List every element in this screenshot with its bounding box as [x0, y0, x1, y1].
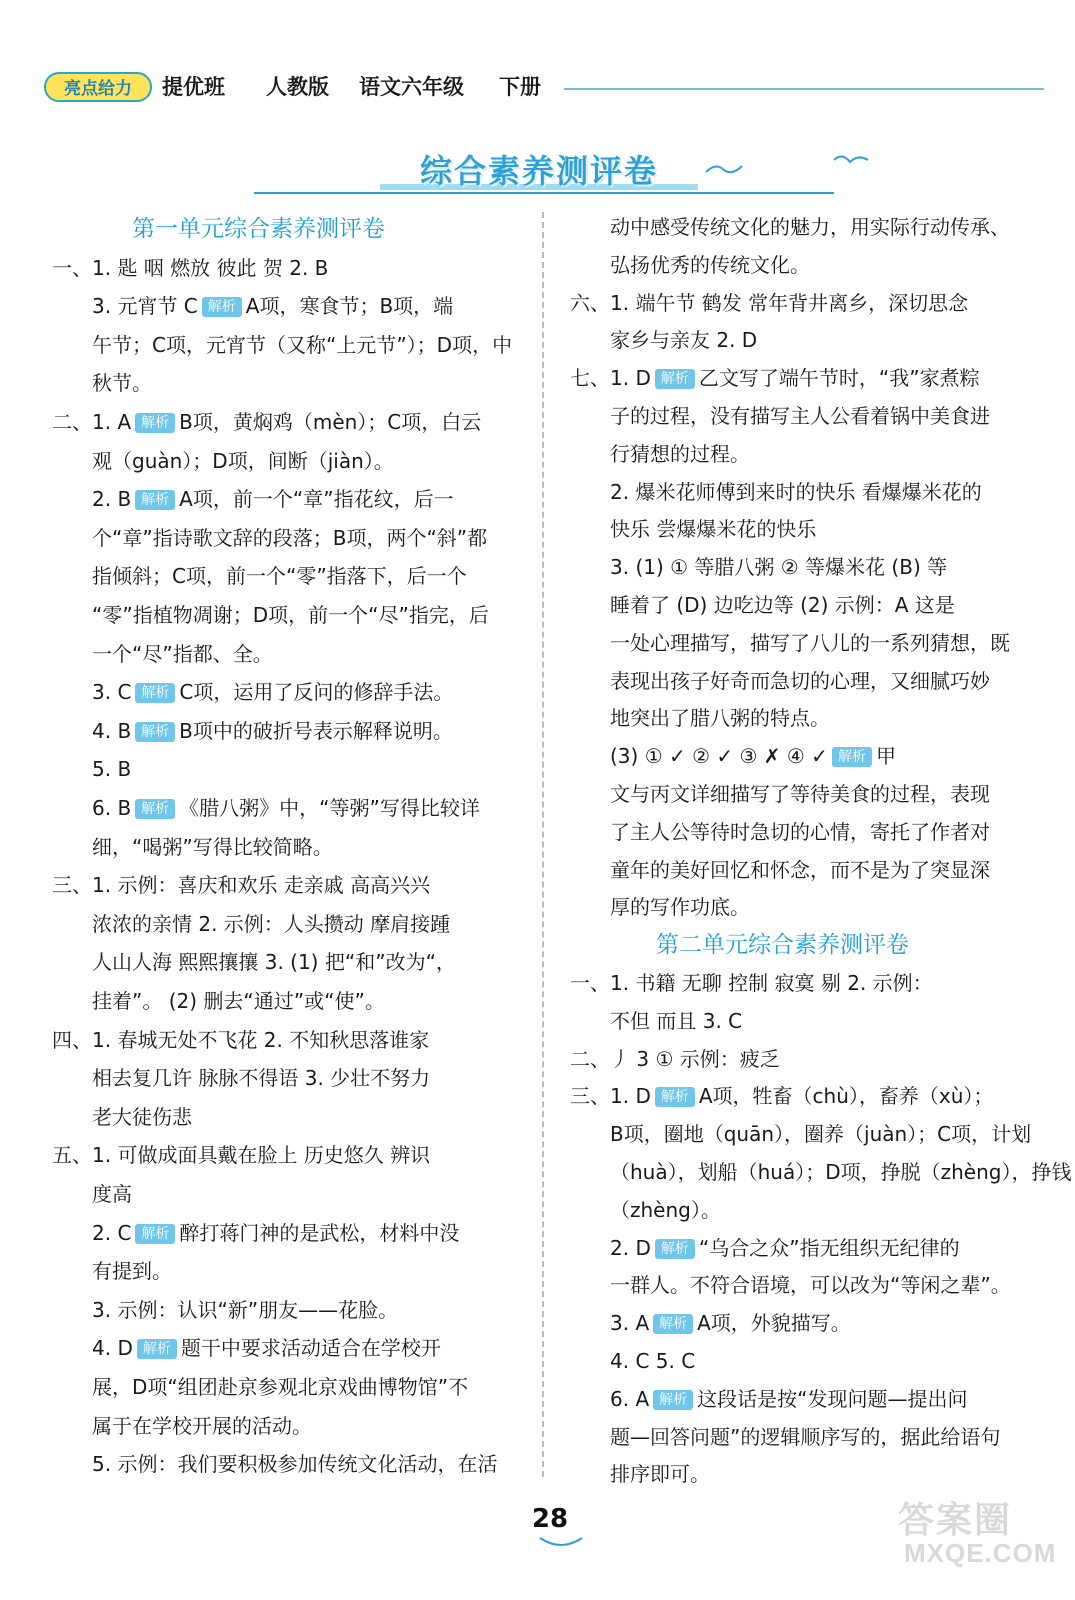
analysis-badge: 解析 — [137, 1339, 177, 1359]
answer-line: 厚的写作功底。 — [610, 895, 750, 920]
answer-line: 5. 示例：我们要积极参加传统文化活动，在活 — [92, 1452, 498, 1477]
answer-line: 一、1. 匙 咽 燃放 彼此 贺 2. B — [52, 255, 329, 280]
header-rule — [564, 88, 1044, 90]
answer-line: 七、1. D 解析 乙文写了端午节时，“我”家煮粽 — [570, 366, 980, 391]
analysis-badge: 解析 — [135, 683, 175, 703]
answer-line: 不但 而且 3. C — [610, 1008, 743, 1033]
answer-line: 2. D 解析 “乌合之众”指无组织无纪律的 — [610, 1235, 960, 1260]
answer-line: 三、1. D 解析 A项，牲畜（chù），畜养（xù）； — [570, 1084, 994, 1109]
answer-line: 相去复几许 脉脉不得语 3. 少壮不努力 — [92, 1066, 431, 1091]
answer-line: 一群人。不符合语境，可以改为“等闲之辈”。 — [610, 1273, 1011, 1298]
analysis-badge: 解析 — [135, 799, 175, 819]
answer-line: 老大徒伤悲 — [92, 1104, 192, 1129]
answer-line: 题—回答问题”的逻辑顺序写的，据此给语句 — [610, 1424, 1001, 1449]
answer-line: (3) ① ✓ ② ✓ ③ ✗ ④ ✓ 解析 甲 — [610, 744, 896, 769]
answer-line: 了主人公等待时急切的心情，寄托了作者对 — [610, 819, 990, 844]
analysis-badge: 解析 — [655, 369, 695, 389]
analysis-badge: 解析 — [135, 722, 175, 742]
answer-line: 度高 — [92, 1182, 132, 1206]
page-header — [44, 68, 1044, 108]
answer-line: 童年的美好回忆和怀念，而不是为了突显深 — [610, 857, 990, 882]
analysis-badge: 解析 — [655, 1239, 695, 1259]
series-name: 提优班 — [162, 75, 225, 99]
answer-line: 3. C 解析 C项，运用了反问的修辞手法。 — [92, 680, 454, 705]
answer-line: 6. A 解析 这段话是按“发现问题—提出问 — [610, 1386, 968, 1411]
answer-line: 5. B — [92, 757, 132, 782]
answer-line: 细，“喝粥”写得比较简略。 — [92, 834, 333, 859]
answer-line: B项，圈地（quān），圈养（juàn）；C项，计划 — [610, 1122, 1032, 1147]
answer-line: 文与丙文详细描写了等待美食的过程，表现 — [610, 782, 990, 806]
answer-line: 地突出了腊八粥的特点。 — [610, 706, 830, 731]
answer-line: 弘扬优秀的传统文化。 — [610, 252, 810, 277]
answer-line: 3. (1) ① 等腊八粥 ② 等爆米花 (B) 等 — [610, 555, 948, 580]
answer-line: 3. 元宵节 C 解析 A项，寒食节；B项，端 — [92, 294, 454, 319]
answer-line: 2. B 解析 A项，前一个“章”指花纹，后一 — [92, 487, 454, 512]
answer-line: 4. C 5. C — [610, 1349, 696, 1373]
answer-line: 2. C 解析 醉打蒋门神的是武松，材料中没 — [92, 1220, 460, 1245]
volume-label: 下册 — [499, 75, 541, 99]
answer-line: 属于在学校开展的活动。 — [92, 1413, 312, 1438]
answer-line: 午节；C项，元宵节（又称“上元节”）；D项，中 — [92, 332, 513, 357]
analysis-badge: 解析 — [832, 747, 872, 767]
answer-line: 秋节。 — [92, 371, 152, 396]
answer-line: （huà），划船（huá）；D项，挣脱（zhèng），挣钱 — [610, 1160, 1072, 1184]
brand-badge: 亮点给力 — [44, 72, 152, 102]
answer-line: 子的过程，没有描写主人公看着锅中美食进 — [610, 404, 990, 428]
answer-line: 4. D 解析 题干中要求活动适合在学校开 — [92, 1336, 441, 1361]
section-heading: 第一单元综合素养测评卷 — [132, 216, 385, 242]
answer-line: 个“章”指诗歌文辞的段落；B项，两个“斜”都 — [92, 525, 488, 550]
analysis-badge: 解析 — [655, 1087, 695, 1107]
subject-label: 语文六年级 — [359, 75, 464, 99]
edition-label: 人教版 — [266, 75, 329, 99]
answer-line: 一处心理描写，描写了八儿的一系列猜想，既 — [610, 630, 1010, 655]
answer-line: 4. B 解析 B项中的破折号表示解释说明。 — [92, 718, 453, 743]
analysis-badge: 解析 — [202, 297, 242, 317]
answer-line: 有提到。 — [92, 1259, 172, 1284]
answer-line: 六、1. 端午节 鹤发 常年背井离乡，深切思念 — [570, 290, 969, 315]
bird-decoration-icon — [832, 150, 872, 172]
answer-line: 动中感受传统文化的魅力，用实际行动传承、 — [610, 215, 1010, 239]
answer-line: 观（guàn）；D项，间断（jiàn）。 — [92, 448, 394, 473]
answer-line: 人山人海 熙熙攘攘 3. (1) 把“和”改为“， — [92, 950, 456, 975]
answer-line: 排序即可。 — [610, 1462, 710, 1487]
answer-line: 二、1. A 解析 B项，黄焖鸡（mèn）；C项，白云 — [52, 410, 482, 434]
answer-line: 睡着了 (D) 边吃边等 (2) 示例：A 这是 — [610, 593, 955, 617]
analysis-badge: 解析 — [135, 413, 175, 433]
answer-line: 展，D项“组团赴京参观北京戏曲博物馆”不 — [92, 1375, 469, 1399]
title-rule — [254, 192, 834, 194]
answer-line: 浓浓的亲情 2. 示例：人头攒动 摩肩接踵 — [92, 911, 451, 936]
answer-line: 2. 爆米花师傅到来时的快乐 看爆爆米花的 — [610, 479, 982, 504]
wave-decoration-icon — [704, 158, 744, 180]
page-title: 综合素养测评卷 — [419, 152, 658, 190]
answer-line: “零”指植物凋谢；D项，前一个“尽”指完，后 — [92, 603, 489, 627]
answer-line: 3. A 解析 A项，外貌描写。 — [610, 1311, 851, 1336]
column-divider — [542, 212, 544, 1477]
answer-line: （zhèng）。 — [610, 1197, 721, 1222]
answer-line: 3. 示例：认识“新”朋友——花脸。 — [92, 1297, 399, 1322]
answer-line: 快乐 尝爆爆米花的快乐 — [610, 517, 817, 542]
answer-line: 行猜想的过程。 — [610, 441, 750, 466]
section-heading: 第二单元综合素养测评卷 — [656, 932, 909, 959]
answer-line: 三、1. 示例：喜庆和欢乐 走亲戚 高高兴兴 — [52, 873, 431, 898]
watermark-url: MXQE.COM — [904, 1538, 1057, 1568]
analysis-badge: 解析 — [135, 490, 175, 510]
answer-line: 挂着”。 (2) 删去“通过”或“使”。 — [92, 989, 385, 1013]
answer-line: 四、1. 春城无处不飞花 2. 不知秋思落谁家 — [52, 1027, 430, 1052]
answer-line: 一、1. 书籍 无聊 控制 寂寞 剔 2. 示例： — [570, 971, 933, 995]
analysis-badge: 解析 — [653, 1314, 693, 1334]
answer-line: 一个“尽”指都、全。 — [92, 641, 273, 666]
answer-line: 指倾斜；C项，前一个“零”指落下，后一个 — [92, 564, 467, 589]
answer-line: 二、丿 3 ① 示例：疲乏 — [570, 1046, 780, 1071]
analysis-badge: 解析 — [135, 1224, 175, 1244]
page-number: 28 — [531, 1504, 569, 1534]
answer-line: 表现出孩子好奇而急切的心理，又细腻巧妙 — [610, 668, 990, 693]
page-number-arc-icon — [536, 1534, 586, 1550]
watermark-logo: 答案圈 — [898, 1499, 1013, 1540]
answer-line: 6. B 解析 《腊八粥》中，“等粥”写得比较详 — [92, 796, 480, 820]
analysis-badge: 解析 — [653, 1390, 693, 1410]
answer-line: 五、1. 可做成面具戴在脸上 历史悠久 辨识 — [52, 1143, 431, 1168]
answer-line: 家乡与亲友 2. D — [610, 328, 758, 353]
